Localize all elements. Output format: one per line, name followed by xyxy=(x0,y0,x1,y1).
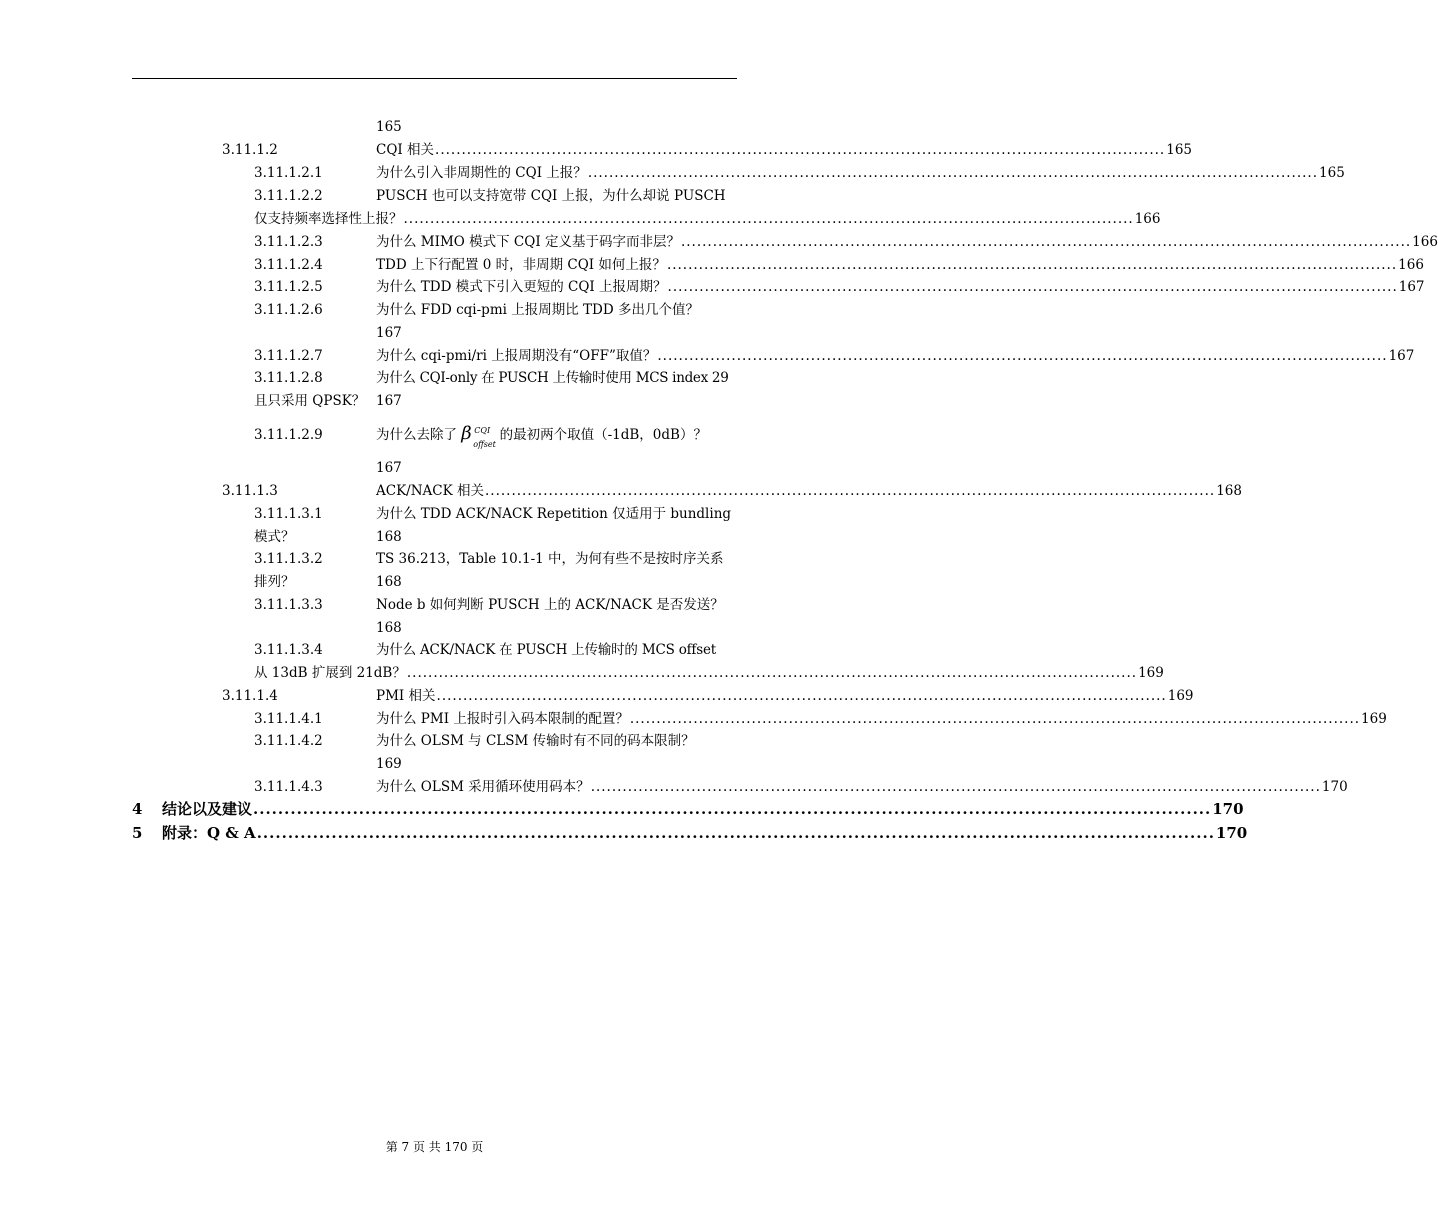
toc-number: 3.11.1.2.7 xyxy=(254,348,323,364)
toc-entry[interactable] xyxy=(376,710,1387,728)
toc-number: 3.11.1.3.1 xyxy=(254,506,323,522)
toc-title: 为什么 OLSM 采用循环使用码本？ xyxy=(376,779,590,795)
toc-page: 165 xyxy=(1319,165,1345,181)
toc-page: 167 xyxy=(1398,279,1425,295)
toc-title-line2: 仅支持频率选择性上报？ xyxy=(254,211,403,227)
dot-leader: .......................................................................................................................................... xyxy=(666,257,1398,273)
dot-leader: .......................................................................................................................................... xyxy=(629,711,1361,727)
toc-number: 3.11.1.3.4 xyxy=(254,642,323,658)
dot-leader: .......................................................................................................................................................... xyxy=(256,824,1215,842)
dot-leader: .......................................................................................................................................... xyxy=(403,211,1134,227)
dot-leader: .......................................................................................................................................... xyxy=(587,165,1319,181)
toc-chapter-entry[interactable] xyxy=(162,824,1248,842)
toc-entry[interactable] xyxy=(376,233,1438,251)
beta-offset-symbol xyxy=(461,422,496,449)
toc-title-line1[interactable]: 为什么 CQI-only 在 PUSCH 上传输时使用 MCS index 29 xyxy=(376,370,729,386)
toc-title-pre: 为什么去除了 xyxy=(376,427,457,443)
toc-number: 3.11.1.3 xyxy=(222,483,278,499)
toc-page: 165 xyxy=(1166,142,1193,158)
toc-continued-page: 165 xyxy=(376,119,402,135)
toc-title: ACK/NACK 相关 xyxy=(376,483,484,499)
toc-entry[interactable] xyxy=(376,482,1242,500)
toc-page: 167 xyxy=(376,393,402,409)
toc-entry[interactable] xyxy=(376,778,1348,796)
toc-title-line1[interactable]: 为什么 TDD ACK/NACK Repetition 仅适用于 bundling xyxy=(376,506,732,522)
toc-title: 为什么 TDD 模式下引入更短的 CQI 上报周期？ xyxy=(376,279,667,295)
toc-title-line1[interactable]: TS 36.213，Table 10.1-1 中，为何有些不是按时序关系 xyxy=(376,551,724,567)
toc-page: 169 xyxy=(376,756,402,772)
toc-entry[interactable] xyxy=(376,164,1345,182)
toc-title: CQI 相关 xyxy=(376,142,435,158)
toc-chapter-number: 5 xyxy=(132,824,143,842)
toc-page: 167 xyxy=(376,460,402,476)
toc-page: 170 xyxy=(1215,824,1248,842)
toc-entry[interactable] xyxy=(376,687,1194,705)
dot-leader: .......................................................................................................................................... xyxy=(680,234,1412,250)
toc-page: 170 xyxy=(1321,779,1348,795)
dot-leader: .......................................................................................................................................... xyxy=(657,348,1388,364)
toc-page: 168 xyxy=(376,529,402,545)
toc-page: 167 xyxy=(1388,348,1415,364)
toc-title[interactable]: 为什么 OLSM 与 CLSM 传输时有不同的码本限制？ xyxy=(376,733,695,749)
math-superscript: CQI xyxy=(474,425,491,435)
toc-number: 3.11.1.4.3 xyxy=(254,779,323,795)
toc-chapter-entry[interactable] xyxy=(162,800,1244,818)
toc-page: 168 xyxy=(1216,483,1242,499)
toc-title-line2: 模式？ xyxy=(254,529,295,545)
page-footer: 第 7 页 共 170 页 xyxy=(385,1140,484,1154)
toc-title-line2: 排列？ xyxy=(254,574,295,590)
toc-number: 3.11.1.4 xyxy=(222,688,278,704)
math-base: β xyxy=(461,422,472,444)
toc-title: 为什么 MIMO 模式下 CQI 定义基于码字而非层？ xyxy=(376,234,680,250)
toc-title-post: 的最初两个取值（-1dB，0dB）？ xyxy=(499,427,707,443)
toc-number: 3.11.1.2.2 xyxy=(254,188,323,204)
toc-title: PMI 相关 xyxy=(376,688,436,704)
toc-number: 3.11.1.2.4 xyxy=(254,257,323,273)
dot-leader: .......................................................................................................................................... xyxy=(436,688,1167,704)
toc-title-line2: 且只采用 QPSK？ xyxy=(254,393,366,409)
toc-number: 3.11.1.4.2 xyxy=(254,733,323,749)
toc-title: TDD 上下行配置 0 时，非周期 CQI 如何上报？ xyxy=(376,257,666,273)
toc-title: 为什么 PMI 上报时引入码本限制的配置？ xyxy=(376,711,629,727)
dot-leader: .......................................................................................................................................... xyxy=(406,665,1138,681)
toc-title[interactable] xyxy=(376,422,707,449)
header-rule xyxy=(132,78,737,79)
toc-title-line1[interactable]: PUSCH 也可以支持宽带 CQI 上报，为什么却说 PUSCH xyxy=(376,188,726,204)
math-subscript: offset xyxy=(473,439,496,449)
toc-entry[interactable] xyxy=(376,347,1415,365)
toc-page: 166 xyxy=(1412,234,1438,250)
toc-page: 166 xyxy=(1398,257,1424,273)
toc-page: 166 xyxy=(1134,211,1161,227)
toc-number: 3.11.1.2.8 xyxy=(254,370,323,386)
toc-chapter-title: 结论以及建议 xyxy=(162,800,253,818)
toc-number: 3.11.1.3.3 xyxy=(254,597,323,613)
dot-leader: .......................................................................................................................................... xyxy=(667,279,1398,295)
toc-number: 3.11.1.2.1 xyxy=(254,165,323,181)
dot-leader: .......................................................................................................................................... xyxy=(590,779,1321,795)
toc-title-line2: 从 13dB 扩展到 21dB？ xyxy=(254,665,406,681)
toc-number: 3.11.1.2 xyxy=(222,142,278,158)
toc-number: 3.11.1.2.3 xyxy=(254,234,323,250)
toc-page: 167 xyxy=(376,325,402,341)
toc-page: 169 xyxy=(1361,711,1387,727)
toc-entry[interactable] xyxy=(376,278,1425,296)
dot-leader: .......................................................................................................................................... xyxy=(435,142,1166,158)
toc-entry[interactable] xyxy=(254,664,1164,682)
toc-chapter-number: 4 xyxy=(132,800,143,818)
toc-number: 3.11.1.4.1 xyxy=(254,711,323,727)
dot-leader: .......................................................................................................................................... xyxy=(484,483,1216,499)
dot-leader: .......................................................................................................................................................... xyxy=(253,800,1212,818)
toc-page: 169 xyxy=(1167,688,1194,704)
toc-entry[interactable] xyxy=(254,210,1161,228)
toc-title: 为什么引入非周期性的 CQI 上报？ xyxy=(376,165,587,181)
toc-entry[interactable] xyxy=(376,141,1193,159)
toc-title: 为什么 cqi-pmi/ri 上报周期没有“OFF”取值？ xyxy=(376,348,657,364)
toc-page: 168 xyxy=(376,620,402,636)
toc-title[interactable]: Node b 如何判断 PUSCH 上的 ACK/NACK 是否发送？ xyxy=(376,597,724,613)
toc-page: 168 xyxy=(376,574,402,590)
toc-number: 3.11.1.2.5 xyxy=(254,279,323,295)
toc-title-line1[interactable]: 为什么 ACK/NACK 在 PUSCH 上传输时的 MCS offset xyxy=(376,642,716,658)
toc-number: 3.11.1.2.6 xyxy=(254,302,323,318)
toc-number: 3.11.1.3.2 xyxy=(254,551,323,567)
toc-page: 170 xyxy=(1212,800,1244,818)
toc-number: 3.11.1.2.9 xyxy=(254,427,323,443)
toc-chapter-title: 附录：Q & A xyxy=(162,824,256,842)
toc-title[interactable]: 为什么 FDD cqi-pmi 上报周期比 TDD 多出几个值？ xyxy=(376,302,699,318)
toc-entry[interactable] xyxy=(376,256,1424,274)
toc-page: 169 xyxy=(1138,665,1164,681)
